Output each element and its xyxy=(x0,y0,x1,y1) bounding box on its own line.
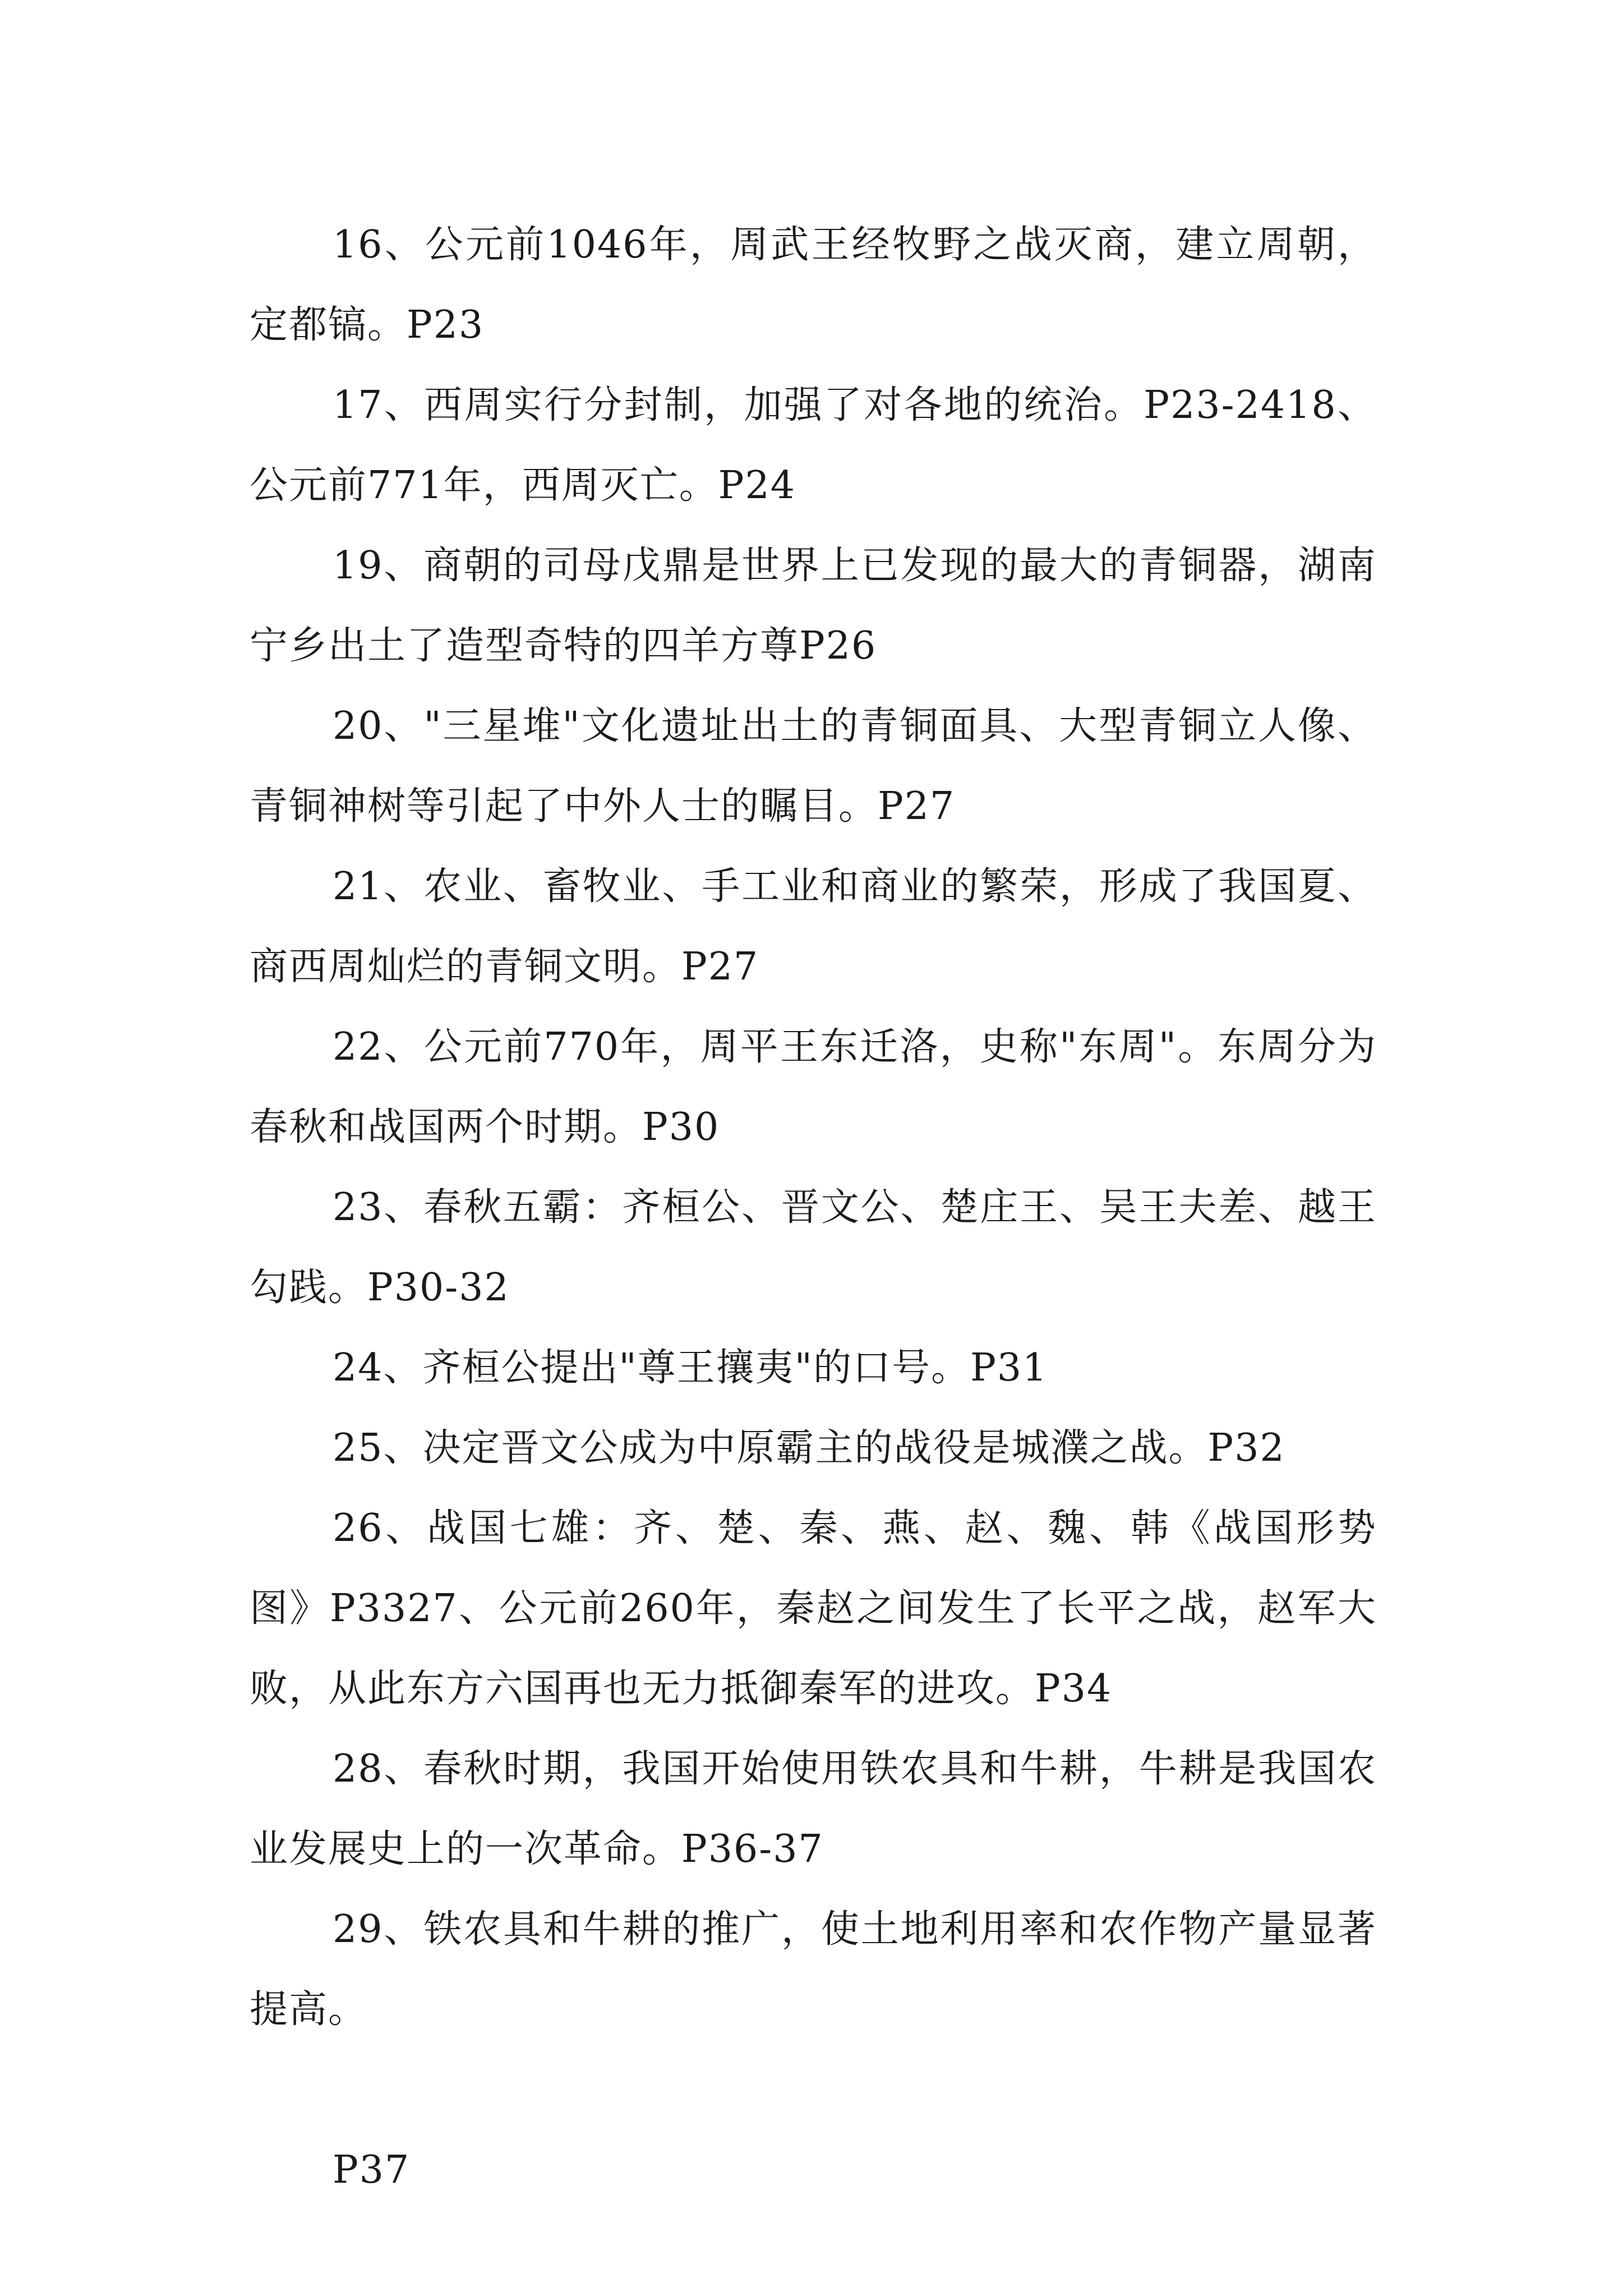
paragraph-29: 29、铁农具和牛耕的推广，使土地利用率和农作物产量显著提高。 xyxy=(250,1907,1377,2032)
paragraph-22: 22、公元前770年，周平王东迁洛，史称"东周"。东周分为春秋和战国两个时期。P30 xyxy=(250,1025,1377,1149)
paragraph-28: 28、春秋时期，我国开始使用铁农具和牛耕，牛耕是我国农业发展史上的一次革命。P36-37 xyxy=(250,1747,1377,1871)
page-reference: P37 xyxy=(333,2148,411,2192)
paragraph-20: 20、"三星堆"文化遗址出土的青铜面具、大型青铜立人像、青铜神树等引起了中外人士的瞩目。P27 xyxy=(250,704,1377,829)
paragraph-23: 23、春秋五霸：齐桓公、晋文公、楚庄王、吴王夫差、越王勾践。P30-32 xyxy=(250,1185,1377,1310)
paragraph-25: 25、决定晋文公成为中原霸主的战役是城濮之战。P32 xyxy=(333,1426,1285,1470)
document-body xyxy=(250,205,1377,2210)
paragraph-17-18: 17、西周实行分封制，加强了对各地的统治。P23-2418、公元前771年，西周灭亡。P24 xyxy=(250,383,1377,508)
paragraph-26-27: 26、战国七雄：齐、楚、秦、燕、赵、魏、韩《战国形势图》P3327、公元前260年，秦赵之间发生了长平之战，赵军大败，从此东方六国再也无力抵御秦军的进攻。P34 xyxy=(250,1506,1377,1711)
paragraph-19: 19、商朝的司母戊鼎是世界上已发现的最大的青铜器，湖南宁乡出土了造型奇特的四羊方尊P26 xyxy=(250,544,1377,668)
paragraph-21: 21、农业、畜牧业、手工业和商业的繁荣，形成了我国夏、商西周灿烂的青铜文明。P27 xyxy=(250,864,1377,989)
paragraph-16: 16、公元前1046年，周武王经牧野之战灭商，建立周朝，定都镐。P23 xyxy=(250,223,1377,347)
paragraph-24: 24、齐桓公提出"尊王攘夷"的口号。P31 xyxy=(333,1346,1048,1390)
